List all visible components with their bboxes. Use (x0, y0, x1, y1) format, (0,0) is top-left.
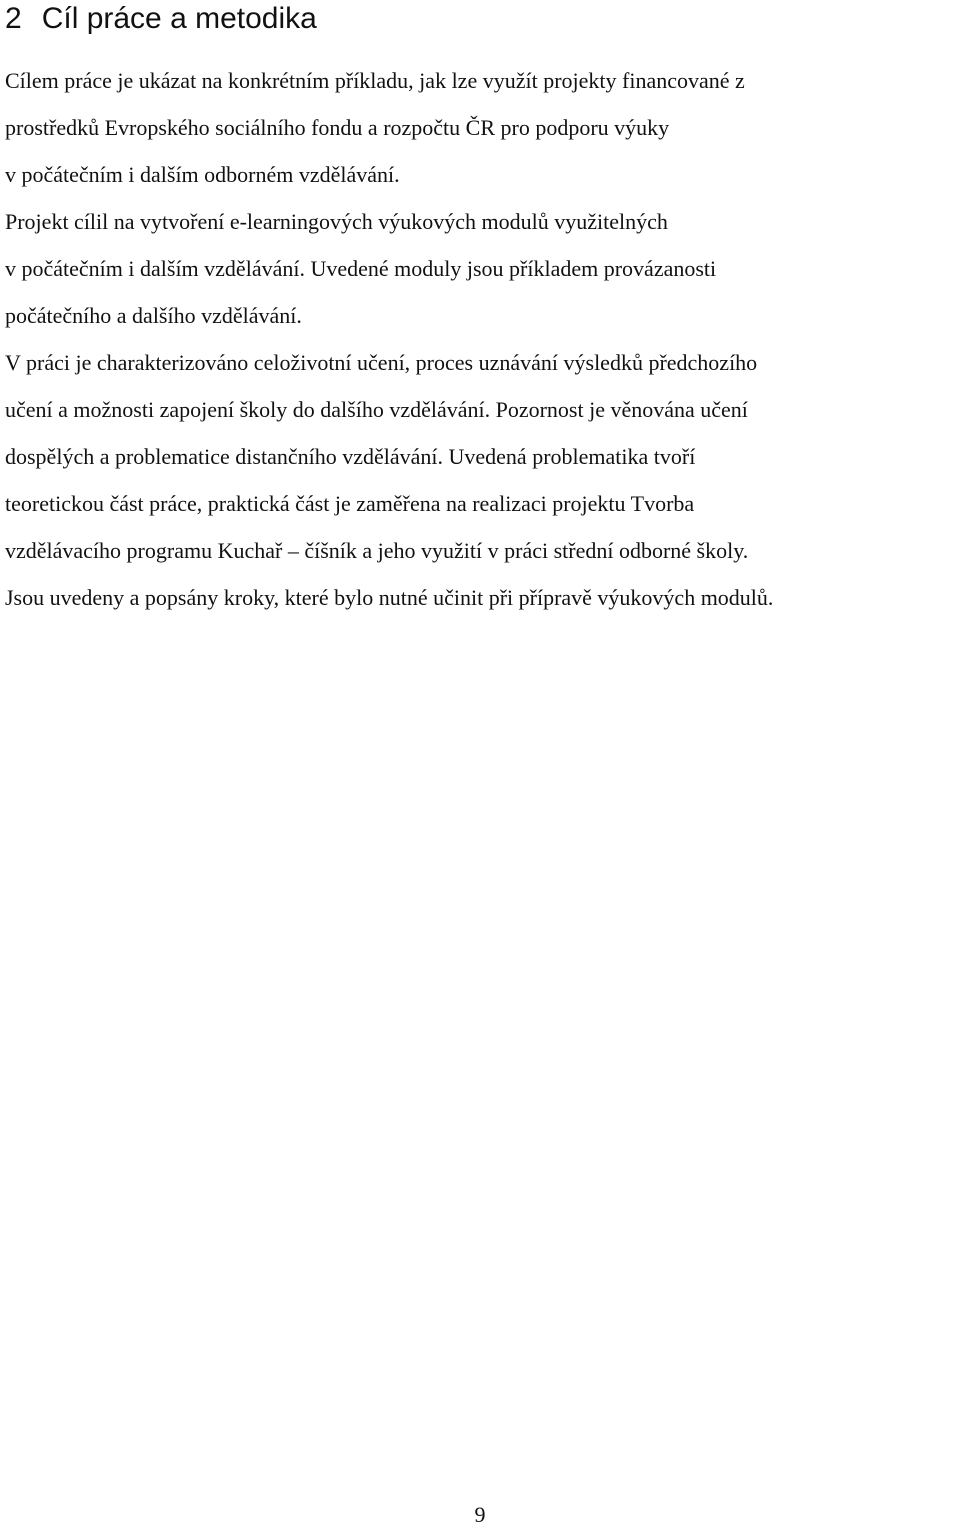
text-line: prostředků Evropského sociálního fondu a rozpočtu ČR pro podporu výuky (5, 115, 670, 140)
page-number: 9 (474, 1502, 486, 1527)
section-title: Cíl práce a metodika (41, 2, 317, 35)
paragraph-content (5, 339, 773, 621)
text-line: učení a možnosti zapojení školy do dalšího vzdělávání. Pozornost je věnována učení (5, 397, 748, 422)
text-line: V práci je charakterizováno celoživotní učení, proces uznávání výsledků předchozího (5, 350, 758, 375)
text-line: Projekt cílil na vytvoření e-learningových výukových modulů využitelných (5, 209, 668, 234)
text-line: Jsou uvedeny a popsány kroky, které bylo nutné učinit při přípravě výukových modulů. (5, 585, 774, 610)
text-line: počátečního a dalšího vzdělávání. (5, 303, 302, 328)
text-line: v počátečním i dalším vzdělávání. Uvedené moduly jsou příkladem provázanosti (5, 256, 717, 281)
section-number: 2 (5, 2, 22, 35)
section-heading (5, 0, 317, 38)
text-line: v počátečním i dalším odborném vzdělávání. (5, 162, 400, 187)
text-line: vzdělávacího programu Kuchař – číšník a jeho využití v práci střední odborné školy. (5, 538, 749, 563)
text-line: teoretickou část práce, praktická část je zaměřena na realizaci projektu Tvorba (5, 491, 695, 516)
paragraph-goal (5, 57, 745, 339)
text-line: Cílem práce je ukázat na konkrétním příkladu, jak lze využít projekty financované z (5, 68, 745, 93)
text-line: dospělých a problematice distančního vzdělávání. Uvedená problematika tvoří (5, 444, 696, 469)
